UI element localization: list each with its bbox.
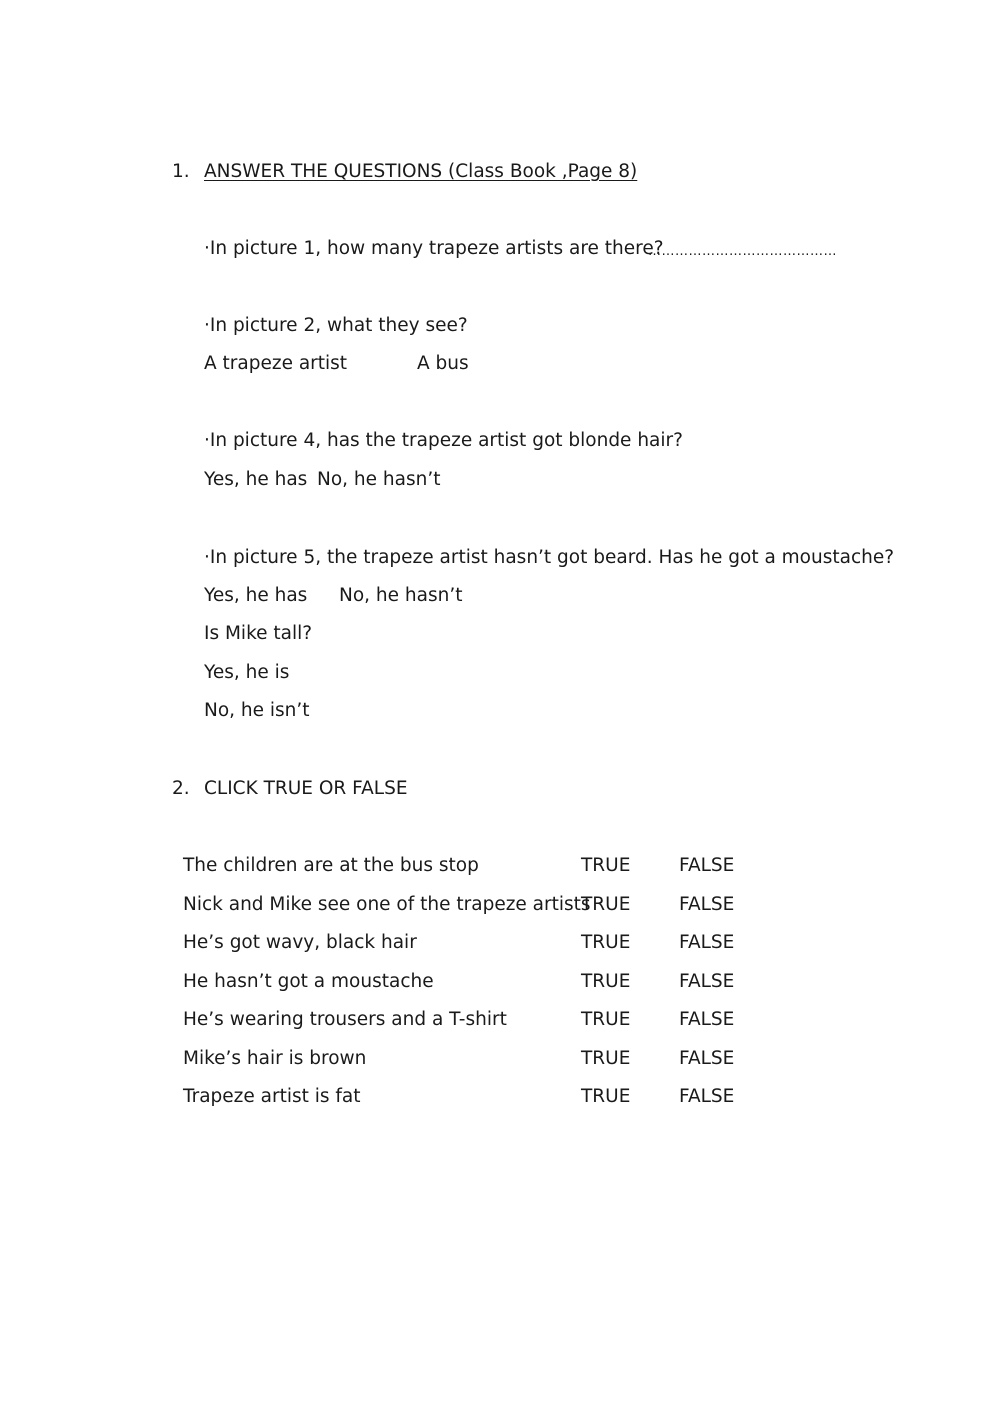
question-3-text: ·In picture 4, has the trapeze artist got blonde hair? [204,430,683,451]
section-1-number: 1. [172,161,190,182]
false-option[interactable]: FALSE [679,1009,735,1030]
question-4-text: ·In picture 5, the trapeze artist hasn’t got beard. Has he got a moustache? [204,547,895,568]
question-1-answer-blank[interactable]: …………………………………… [648,244,837,259]
question-4-option-yes[interactable]: Yes, he has [204,585,308,606]
statement-text: Trapeze artist is fat [183,1086,361,1107]
false-option[interactable]: FALSE [679,894,735,915]
statement-text: Mike’s hair is brown [183,1048,367,1069]
true-option[interactable]: TRUE [581,855,631,876]
false-option[interactable]: FALSE [679,1086,735,1107]
true-option[interactable]: TRUE [581,932,631,953]
section-2-title: CLICK TRUE OR FALSE [204,778,408,799]
question-2-option-trapeze-artist[interactable]: A trapeze artist [204,353,348,374]
question-5-option-no[interactable]: No, he isn’t [204,700,310,721]
question-4-option-no[interactable]: No, he hasn’t [339,585,463,606]
question-5-option-yes[interactable]: Yes, he is [204,662,290,683]
true-option[interactable]: TRUE [581,1009,631,1030]
question-3-option-yes[interactable]: Yes, he has [204,469,308,490]
statement-text: He’s got wavy, black hair [183,932,417,953]
false-option[interactable]: FALSE [679,1048,735,1069]
true-option[interactable]: TRUE [581,894,631,915]
false-option[interactable]: FALSE [679,855,735,876]
true-option[interactable]: TRUE [581,1086,631,1107]
true-option[interactable]: TRUE [581,1048,631,1069]
false-option[interactable]: FALSE [679,971,735,992]
question-2-option-bus[interactable]: A bus [417,353,469,374]
statement-text: He hasn’t got a moustache [183,971,434,992]
section-1-title: ANSWER THE QUESTIONS (Class Book ,Page 8) [204,161,638,182]
true-option[interactable]: TRUE [581,971,631,992]
question-5-text: Is Mike tall? [204,623,313,644]
statement-text: The children are at the bus stop [183,855,479,876]
false-option[interactable]: FALSE [679,932,735,953]
question-3-option-no[interactable]: No, he hasn’t [317,469,441,490]
statement-text: Nick and Mike see one of the trapeze artists [183,894,591,915]
section-2-number: 2. [172,778,190,799]
question-2-text: ·In picture 2, what they see? [204,315,468,336]
question-1-text: ·In picture 1, how many trapeze artists are there? [204,238,664,259]
statement-text: He’s wearing trousers and a T-shirt [183,1009,507,1030]
